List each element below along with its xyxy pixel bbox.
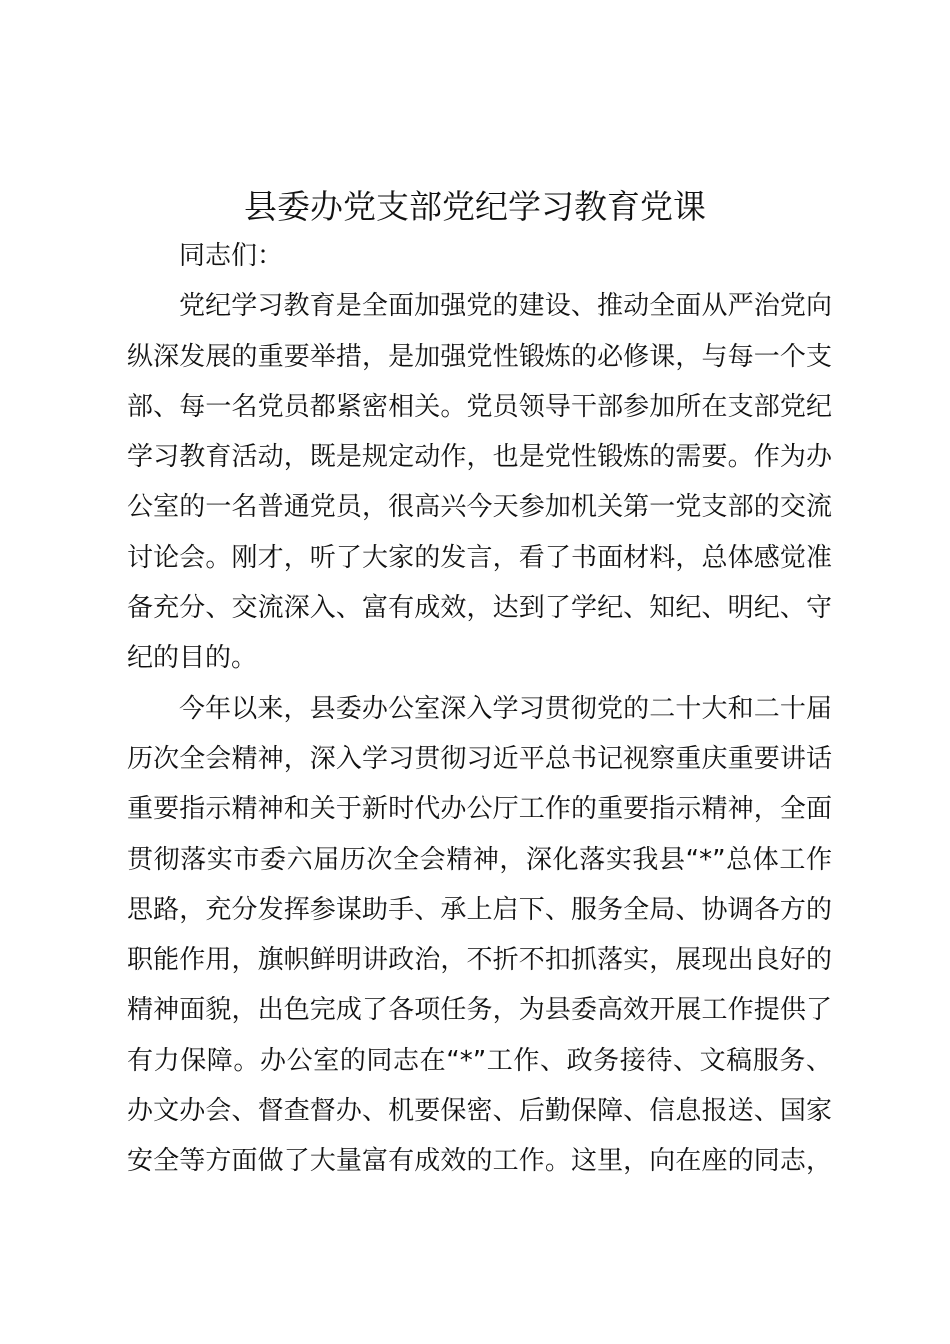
body-line: 纵深发展的重要举措，是加强党性锻炼的必修课，与每一个支 [127, 341, 832, 372]
body-line: 精神面貌，出色完成了各项任务，为县委高效开展工作提供了 [127, 995, 832, 1026]
document-title: 县委办党支部党纪学习教育党课 [244, 187, 706, 226]
body-line: 学习教育活动，既是规定动作，也是党性锻炼的需要。作为办 [127, 442, 832, 473]
body-line: 安全等方面做了大量富有成效的工作。这里，向在座的同志， [127, 1146, 832, 1177]
body-line: 职能作用，旗帜鲜明讲政治，不折不扣抓落实，展现出良好的 [127, 945, 832, 976]
body-line: 同志们： [179, 241, 284, 271]
body-line: 讨论会。刚才，听了大家的发言，看了书面材料，总体感觉准 [127, 542, 832, 573]
document-body [127, 231, 832, 1187]
body-line: 贯彻落实市委六届历次全会精神，深化落实我县“*”总体工作 [127, 844, 832, 875]
body-line: 有力保障。办公室的同志在“*”工作、政务接待、文稿服务、 [127, 1045, 832, 1076]
body-line: 今年以来，县委办公室深入学习贯彻党的二十大和二十届 [179, 693, 832, 724]
body-line: 党纪学习教育是全面加强党的建设、推动全面从严治党向 [179, 291, 832, 322]
body-line: 历次全会精神，深入学习贯彻习近平总书记视察重庆重要讲话 [127, 743, 832, 774]
body-line: 部、每一名党员都紧密相关。党员领导干部参加所在支部党纪 [127, 391, 832, 422]
body-line: 公室的一名普通党员，很高兴今天参加机关第一党支部的交流 [127, 492, 832, 523]
body-line: 办文办会、督查督办、机要保密、后勤保障、信息报送、国家 [127, 1096, 832, 1127]
body-line: 重要指示精神和关于新时代办公厅工作的重要指示精神，全面 [127, 794, 832, 825]
body-line: 纪的目的。 [127, 643, 258, 674]
body-line: 思路，充分发挥参谋助手、承上启下、服务全局、协调各方的 [127, 894, 832, 925]
body-line: 备充分、交流深入、富有成效，达到了学纪、知纪、明纪、守 [127, 593, 832, 624]
